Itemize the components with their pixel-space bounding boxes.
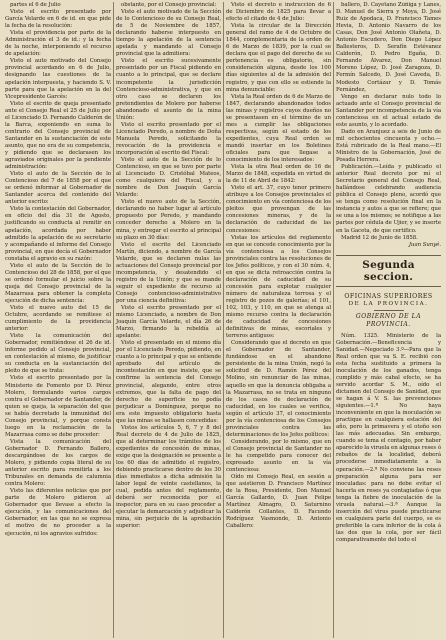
column-2 bbox=[113, 2, 223, 638]
paragraph: Publicación.—Leída y publicado el anterior Real decreto por mí el Secretario general del Consejo Real, hallándose celebrando audiencia pública el Consejo pleno, acordó que se tenga como resolución final en la instancia y autos a que se refiere; que se una a los mismos; se notifique a las partes por cédula de Ujier, y se inserte en la Gaceta, de que certifico. bbox=[336, 164, 441, 234]
paragraph: Visto el escrito de queja presentado ante el Consejo Real el 25 de Julio por el Licenciado D. Fernando Calderón de la Barca, exponiendo en suma lo contrario del Consejo provincial de Santander en la sustanciación de este asunto, que no era de su competencia, y pidiendo que se declarasen los agraviados originales por la pendiente administración: bbox=[5, 100, 111, 171]
paragraph: Visto el auto de la Sección de lo Contencioso del 28 de 1858, por el que se ordenó formular el juicio sobre la queja del Consejo provincial de la Mazarrasa para obtener la completa ejecución de dicha sentencia: bbox=[5, 262, 111, 304]
paragraph: Visto el auto motivado de la Sección de lo Contencioso de su Consejo Real, de 5 de Noviembre de 1857, declarando haberse interpuesto en tiempo la apelación de la sentencia apelada y mandando al Consejo provincial que la admitiera: bbox=[116, 9, 221, 58]
paragraph: Visto el escrito presentado por el mismo Licenciado, a nombre de Don Joaquín García Velarde, el día 26 de Marzo, firmando la rebeldía al apelante: bbox=[116, 305, 221, 340]
paragraph: Dado en Aranjuez a seis de Junio de mil ochocientos cincuenta y ocho.—Está rubricado de la Real mano.—El Ministro de la Gobernación, José de Posada Herrera. bbox=[336, 128, 441, 164]
paragraph: Visto el escrito del Licenciado Martín, diciendo, a nombre de García Velarde, que se declaren nulas las actuaciones del Consejo provincial por incompetencia, y desatendido el registro de la Unión; y que se mande seguir el expediente de recurso al Consejo contencioso-administrativo por una ciencia definitiva: bbox=[116, 241, 221, 304]
paragraph: Visto la comunicación del Gobernador, remitiéndose el 26 de id. informe pedido al Consejo provincial, en contestación al mismo, de justificar su conducta en la sustanciación del pleito de que se trata: bbox=[5, 333, 111, 375]
column-1 bbox=[3, 2, 113, 638]
office-subheading: DE LA PROVINCIA. bbox=[348, 300, 429, 307]
paragraph: Vistos los artículos 5, 6, 7 y 8 del Real decreto de 4 de Julio de 1825, que al determinar los trámites de los expedientes de concesión de minas, exige que la designación se presente a los 60 días de admitido el registro, debiendo practicarse dentro de los 30 días inmediatos a dicha admisión la labor legal de veinte castellanos, la cual, pedida antes del reglamento, deberá ser reconocida por el inspector, para en su caso proceder a ejecutar la demarcación y adjudicar la mina, sin perjuicio de la aprobación superior: bbox=[116, 424, 221, 530]
paragraph: Visto las diferentes noticias que por parte de Molero pidieron al Gobernador que llevase a efecto la ejecución, y las comunicaciones del Gobernador, en las que no se expresa el motivo de no proceder a la ejecución, ni los agravios sufridos: bbox=[5, 488, 111, 537]
date-line: Madrid 12 de Junio de 1858. bbox=[341, 234, 418, 241]
paragraph: Vengo en declarar nulo todo lo actuado ante el Consejo provincial de Santander por incompetencia de la vía contenciosa en el actual estado de este asunto, y lo acordado. bbox=[336, 93, 441, 128]
paragraph: Vista el providencia por parte de la Administración el 3 de id.: y la fecha de la noche, interponiendo el recurso de apelación: bbox=[5, 30, 111, 58]
text-columns bbox=[3, 2, 443, 638]
paragraph: partes el 6 de Julio bbox=[10, 2, 61, 8]
paragraph: Vista la otra Real orden de 16 de Marzo de 1848, expedida en virtud de la de 11 de Abril de 1842: bbox=[226, 164, 331, 185]
section-heading-block bbox=[336, 255, 441, 329]
paragraph: Visto el escrito sucesivamente presentado por un Fiscal pidiendo en cuanto a lo principal, que se declare incompetente la jurisdicción Contencioso-administrativa, y que en otro caso se declaren los pretendientes de Molero por haberse abandonado el asunto de la mina Unión: bbox=[116, 58, 221, 121]
paragraph: obstante, por el Consejo provincial: bbox=[121, 2, 217, 8]
paragraph: Visto la contestación del Gobernador, en oficio del día 31 de Agosto, justificando su conducta al remitir en apelación, acordada por haber admitido la apelación de su secretario y acompañando el informe del Consejo provincial, en que decía el Gobernador constaba el agravio en su razón: bbox=[5, 206, 111, 262]
paragraph: Visto el escrito presentado por el Licenciado Peredo, a nombre de Doña Manuela Peredo, solicitando la revocación de la providencia e incorporación al escrito del Fiscal: bbox=[116, 121, 221, 156]
paragraph: Visto el nuevo auto de la Sección, declarando no haber lugar al artículo propuesto por Peredo, y mandando conceder derecho a Molero en la mina, y entregar el escrito al principal su plazo en 30 días: bbox=[116, 199, 221, 241]
paragraph: Considerando, por lo mismo, que en el Consejo provincial de Santander no le ha competido para conocer del expresado asunto en la vía contenciosa: bbox=[226, 438, 331, 474]
paragraph: Vistas los artículos del reglamento en que se concede conocimiento por la vía contenciosa a los Consejos provinciales contra las resoluciones de los Jefes políticos, y con el 30 núm. 4, en que se dicta retroacción contra la declaración de caducidad de su concesión para explotar cualquier número de naturaleza terrosa y el registro de pozos de galerías; el 101, 102, 103, y 110, en que se atenga al mismo recurso contra la declaración de caducidad de concesiones definitivas de minas, escoriales y terreros antiguos: bbox=[226, 234, 331, 340]
paragraph: Vista la Real orden de 6 de Marzo de 1847, declarando abandonados todos las minas y registros cuyos dueños no se presentasen en el término de un mes a cumplir las obligaciones respectivas, según el estado de los expedientes, cuya Real orden se mandó insertar en los Boletines oficiales para que llegase a conocimiento de los interesados: bbox=[226, 93, 331, 164]
paragraph: Visto el auto motivado del Consejo provincial acordando en 6 de Julio, designando las cuestiones de la apelación interpuesta, y haciendo S. V. parte para que la apelación en la del Vicepresidente Garcés: bbox=[5, 58, 111, 100]
paragraph: Visto el art. 37, cuyo tenor primero atribuye a los Consejos provinciales el conocimiento en vía contenciosa de los pleitos que provengan de las concesiones mineras, y de la declaración de caducidad de las concesiones: bbox=[226, 185, 331, 234]
paragraph: Vista la circular de la Dirección general del ramo de 4 de Octubre de 1844, complementaria de la orden de 6 de Marzo de 1839, por la cual se declara que el pago del derecho de su pertenencia es obligatorio, sin consideración alguna, desde los 100 días siguientes al de la admisión del registro, y que con ello se estiende la mina denunciable: bbox=[226, 23, 331, 93]
paragraph: Visto el escrito presentado por García Velarde en 6 de id. en que pide la fecha de la resolución: bbox=[5, 9, 111, 30]
office-heading: OFICINAS SUPERIORES bbox=[344, 292, 433, 300]
paragraph: Visto el decreto e instrucción de 6 de Diciembre de 1825 para llevar a efecto el citado de 4 de Julio: bbox=[226, 2, 331, 23]
paragraph: Visto el presentado en el mismo día por el Licenciado Peredo, pidiendo, en cuanto a lo principal y que se entiende aprobado del artículo de incontestación en que insiste, que se confirme la sentencia del Consejo provincial, alegando, entre otros extremos, que la falta de pago del derecho de superficie no podía perjudicar a Domínguez, porque no era este impuesto obligatorio hasta que las minas se hallasen concedidas: bbox=[116, 340, 221, 424]
paragraph: Visto el auto de la Sección de lo Contencioso del 7 de 1858 por el que se ordenó informar al Gobernador de Santander acerca del contenido del anterior escrito: bbox=[5, 171, 111, 206]
paragraph: Considerando que el decreto en que el Gobernador de Santander, fundándose en el abandono persistente de la mina Unión, negó la solicitud de D. Ramón Pérez del Molino, sin renunciar de las minas, aquello en que la denuncia obligaba a la Mazarrasa, no se trata en ninguno de los casos de declaración de caducidad, en los cuales se verifica, según el artículo 37, el conocimiento por la vía contenciosa de los Consejos provinciales contra las determinaciones de los Jefes políticos: bbox=[226, 340, 331, 438]
paragraph: Oído mi Consejo Real, en sesión a que asistieron D. Francisco Martínez de la Rosa, Presidente, Don Manuel García Gallardo, D. Juan Felipe Martínez Almagro, D. Saturnino Calderón Collantes, D. Facundo Rodríguez Vasmonde, D. Antonio Caballero: bbox=[226, 474, 331, 530]
paragraph: Visto el auto de la Sección de lo Contencioso, en que se tuvo por parte al Licenciado D. Cristóbal Mateos, como cualquiera del Fiscal, y a nombre de Don Joaquín García Velarde: bbox=[116, 157, 221, 199]
column-3 bbox=[223, 2, 333, 638]
section-title: Segunda seccion. bbox=[336, 255, 441, 287]
signature: Juan Sunyé. bbox=[408, 241, 441, 248]
paragraph: ballero, D. Cayetano Zúñiga y Lanes, D. Manuel de Sierra y Moya, D. José Ruiz de Apodaca, D. Francisco Tames Hevia, D. Antonio Navarro de los Casas, Don José Antonio Olañeta, D. Antonio Escudero, Don Diego López Ballesteros, D. Serafín Estévanez Calderón, D. Pedro Egaña, D. Fernando Álvarez, Don Manuel Moreno López, D. José Zaragoza, D. Fermín Salcedo, D. José Caveda, D. Modesto Cortázar y D. Tomás Fernández, bbox=[336, 2, 441, 93]
column-4 bbox=[333, 2, 443, 638]
gobierno-heading: GOBIERNO DE LA PROVINCIA. bbox=[355, 312, 422, 328]
paragraph: Visto el escrito presentado por la Ministerio de Fomento por D. Pérez Molero, formulando varios cargos contra el Gobernador de Santander, de quien se queja, la separación del que se había decretado la inmunidad del Consejo provincial, y porque consta luego en la reclamación de la Mazarrasa como se debe proceder: bbox=[5, 375, 111, 438]
paragraph: Visto el nuevo auto del 15 de Octubre, acordando se remitiese el cumplimiento de la providencia anterior: bbox=[5, 305, 111, 333]
divider bbox=[374, 310, 404, 311]
paragraph: Núm. 1325. Ministerio de la Gobernación.—Beneficencia y Sanidad.—Negociado 3.º—Para que la Real orden que va S. E. recibió con esta fecha sustituido a primera la inoculación de los ganados, tenga cumplido y más cabal efecto, se ha servido acordar S. M., oído el dictamen del Consejo de Sanidad, que se hagan á V. S. las prevenciones siguientes.—1.ª No haya inconveniente en que la inoculación se practique en cualquiera estación del año, pero la primavera y el otoño son las más adecuadas. Sin embargo, cuando se tema el contagio, por haber aparecido la viruela en algunas reses ó rebaños de la localidad, deberá procederse inmediatamente a la operación.—2.ª No conviene las reses preparación alguna para ser inoculadas: para no debe evitar el hacerla en reses ya contagiadas ó que tenga la fiebre de inoculación de la viruela natural.—3.ª Aunque la inserción del virus puede practicarse en cualquiera parte del cuerpo, se es preferible la cara inferior de la cola á las dos que la cola, por ser fácil comparativamente del todo el bbox=[336, 332, 442, 543]
paragraph: Vista la comunicación del Gobernador D. Fernando Ballero, descargándose de los cargos de Molero, y pidiendo copia literal de su anterior escrito para remitirla a los Tribunales en demanda de calumnia contra Molero: bbox=[5, 438, 111, 488]
